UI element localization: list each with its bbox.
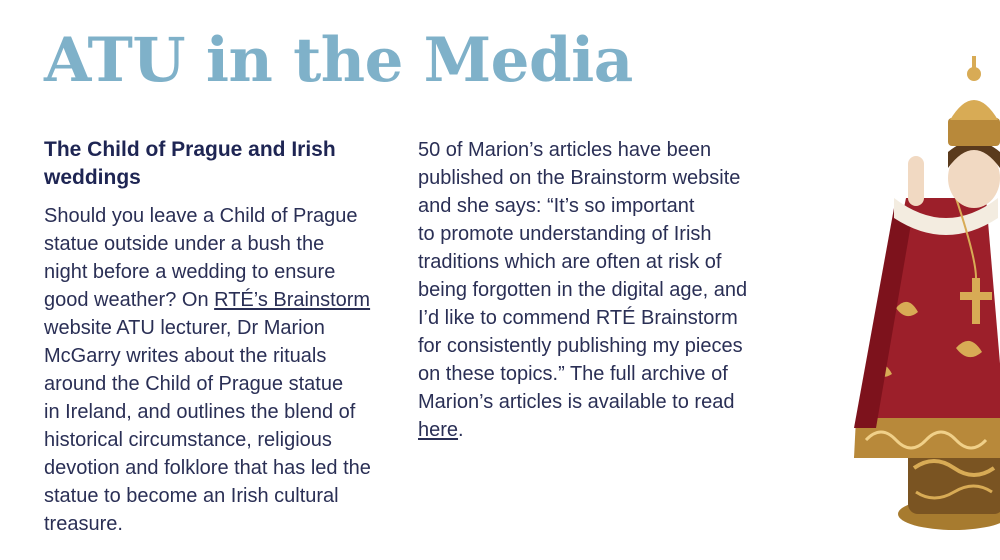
article-left-column: [44, 136, 404, 538]
archive-here-link[interactable]: here: [418, 419, 459, 441]
body-line: being forgotten in the digital age, and: [418, 279, 748, 301]
rte-brainstorm-link[interactable]: RTÉ’s Brainstorm: [214, 289, 371, 311]
body-line: night before a wedding to ensure: [44, 261, 336, 283]
body-line: statue to become an Irish cultural: [44, 485, 339, 507]
child-of-prague-statue-image: [836, 48, 1000, 534]
body-line: on these topics.” The full archive of: [418, 363, 728, 385]
statue-raised-arm: [908, 156, 924, 206]
body-line: McGarry writes about the rituals: [44, 345, 327, 367]
body-line: historical circumstance, religious: [44, 429, 332, 451]
body-line: statue outside under a bush the: [44, 233, 325, 255]
body-line: published on the Brainstorm website: [418, 167, 741, 189]
statue-crown-cross: [972, 56, 976, 70]
page-title: ATU in the Media: [44, 25, 633, 96]
article-body-right: [418, 136, 778, 444]
statue-cross-vertical: [972, 278, 980, 324]
body-line: 50 of Marion’s articles have been: [418, 139, 712, 161]
statue-cross-horizontal: [960, 292, 992, 300]
body-line: to promote understanding of Irish: [418, 223, 712, 245]
body-line: Marion’s articles is available to read: [418, 391, 735, 413]
article-heading-line: weddings: [44, 166, 141, 189]
body-line: and she says: “It’s so important: [418, 195, 695, 217]
body-line: Should you leave a Child of Prague: [44, 205, 358, 227]
statue-crown-band: [948, 118, 1000, 146]
body-line: in Ireland, and outlines the blend of: [44, 401, 356, 423]
article-heading: [44, 136, 404, 192]
body-line-prefix: good weather? On: [44, 289, 215, 311]
body-line: for consistently publishing my pieces: [418, 335, 743, 357]
article-heading-line: The Child of Prague and Irish: [44, 138, 336, 161]
article-right-column: [418, 136, 778, 444]
link-suffix: .: [458, 419, 464, 441]
body-line: I’d like to commend RTÉ Brainstorm: [418, 307, 738, 329]
body-line: traditions which are often at risk of: [418, 251, 722, 273]
body-line-with-link: [44, 286, 404, 314]
statue-crown-top: [950, 100, 998, 120]
body-line: around the Child of Prague statue: [44, 373, 344, 395]
body-line-with-link: [418, 416, 778, 444]
body-line: devotion and folklore that has led the: [44, 457, 371, 479]
body-line: treasure.: [44, 513, 123, 535]
body-line: website ATU lecturer, Dr Marion: [44, 317, 325, 339]
article-body-left: [44, 202, 404, 538]
